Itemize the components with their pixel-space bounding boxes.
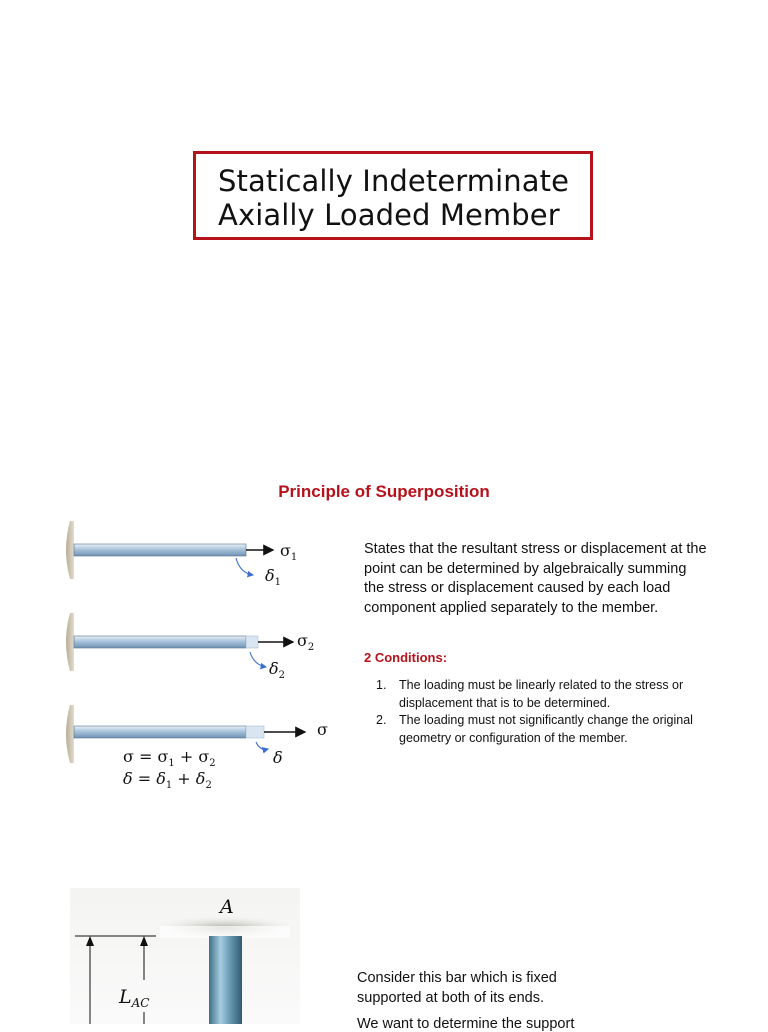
conditions-heading: 2 Conditions:	[364, 650, 448, 665]
beam-row-2	[66, 613, 293, 671]
title-box	[193, 151, 593, 240]
cut-off-text: We want to determine the support	[357, 1016, 575, 1032]
consider-text: Consider this bar which is fixed supported at both of its ends.	[357, 970, 557, 1006]
superposition-description: States that the resultant stress or displacement at the point can be determined by algebraically summing the stress or displacement caused by each load component applied separately to the member.	[364, 541, 707, 616]
condition-item-2: 2. The loading must not significantly change the original geometry or configuration of the member.	[376, 713, 693, 745]
condition-item-1: 1. The loading must be linearly related to the stress or displacement that is to be determined.	[376, 678, 684, 710]
equation-delta: $\delta = \delta_1 + \delta_2$	[123, 769, 212, 792]
label-sigma1: $\sigma_1$	[280, 541, 298, 563]
support-label-a: A	[220, 896, 234, 918]
beam-row-1	[66, 521, 273, 579]
length-label: $L_{AC}$	[119, 986, 150, 1010]
fixed-bar-figure	[70, 888, 300, 1024]
label-sigma: σ	[317, 720, 328, 739]
label-delta2: $\delta_2$	[269, 659, 286, 681]
conditions-list	[376, 677, 696, 747]
superposition-diagram	[60, 515, 340, 805]
label-delta: δ	[273, 748, 283, 767]
equation-sigma: $\sigma = \sigma_1 + \sigma_2$	[123, 747, 216, 770]
title-line-1: Statically Indeterminate	[218, 164, 570, 198]
label-delta1: $\delta_1$	[265, 566, 282, 588]
section-heading: Principle of Superposition	[278, 482, 490, 501]
label-sigma2: $\sigma_2$	[297, 631, 315, 653]
title-line-2: Axially Loaded Member	[218, 198, 560, 232]
